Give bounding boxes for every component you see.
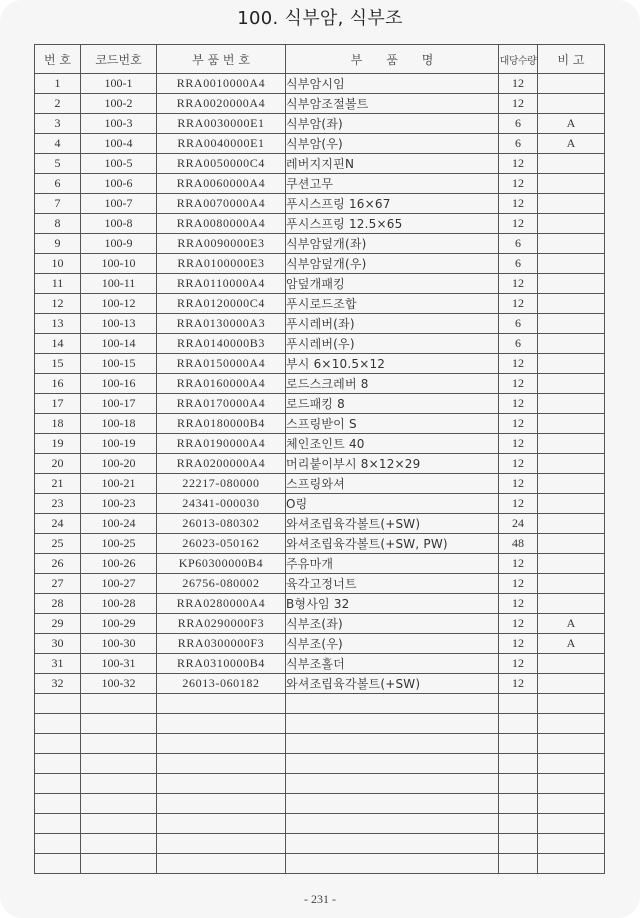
part-name-cell: 육각고정너트 [286, 574, 499, 594]
empty-table-row [35, 734, 605, 754]
empty-cell [81, 714, 157, 734]
quantity-cell: 12 [499, 634, 538, 654]
part-name-cell: 부시 6×10.5×12 [286, 354, 499, 374]
row-number-cell: 30 [35, 634, 81, 654]
code-number-cell: 100-28 [81, 594, 157, 614]
part-name-cell: 식부암(좌) [286, 114, 499, 134]
code-number-cell: 100-8 [81, 214, 157, 234]
row-number-cell: 20 [35, 454, 81, 474]
quantity-cell: 12 [499, 654, 538, 674]
empty-cell [157, 734, 286, 754]
empty-cell [81, 854, 157, 874]
table-row [35, 594, 605, 614]
quantity-cell: 12 [499, 614, 538, 634]
code-number-cell: 100-5 [81, 154, 157, 174]
part-name-cell: 스프링받이 S [286, 414, 499, 434]
table-row [35, 534, 605, 554]
empty-cell [538, 694, 605, 714]
code-number-cell: 100-17 [81, 394, 157, 414]
table-row [35, 394, 605, 414]
header-code: 코드번호 [81, 45, 157, 74]
note-cell [538, 394, 605, 414]
row-number-cell: 23 [35, 494, 81, 514]
empty-cell [81, 694, 157, 714]
note-cell [538, 254, 605, 274]
part-number-cell: RRA0290000F3 [157, 614, 286, 634]
note-cell [538, 94, 605, 114]
part-name-cell: 와셔조립육각볼트(+SW) [286, 674, 499, 694]
quantity-cell: 24 [499, 514, 538, 534]
empty-cell [538, 734, 605, 754]
part-number-cell: RRA0110000A4 [157, 274, 286, 294]
table-row [35, 514, 605, 534]
note-cell [538, 154, 605, 174]
row-number-cell: 12 [35, 294, 81, 314]
part-number-cell: RRA0010000A4 [157, 74, 286, 94]
table-row [35, 294, 605, 314]
quantity-cell: 12 [499, 454, 538, 474]
row-number-cell: 6 [35, 174, 81, 194]
part-number-cell: RRA0190000A4 [157, 434, 286, 454]
table-row [35, 114, 605, 134]
note-cell: A [538, 614, 605, 634]
row-number-cell: 28 [35, 594, 81, 614]
empty-cell [286, 854, 499, 874]
header-no: 번 호 [35, 45, 81, 74]
empty-cell [157, 794, 286, 814]
empty-cell [286, 814, 499, 834]
code-number-cell: 100-7 [81, 194, 157, 214]
empty-cell [35, 814, 81, 834]
part-name-cell: 식부암(우) [286, 134, 499, 154]
empty-cell [157, 854, 286, 874]
empty-cell [157, 834, 286, 854]
part-number-cell: 22217-080000 [157, 474, 286, 494]
empty-cell [286, 794, 499, 814]
code-number-cell: 100-19 [81, 434, 157, 454]
note-cell [538, 234, 605, 254]
quantity-cell: 12 [499, 674, 538, 694]
part-number-cell: RRA0300000F3 [157, 634, 286, 654]
quantity-cell: 12 [499, 354, 538, 374]
table-row [35, 214, 605, 234]
part-name-cell: 암덮개패킹 [286, 274, 499, 294]
header-note: 비 고 [538, 45, 605, 74]
part-name-cell: 푸시로드조합 [286, 294, 499, 314]
row-number-cell: 13 [35, 314, 81, 334]
empty-cell [35, 754, 81, 774]
part-number-cell: RRA0090000E3 [157, 234, 286, 254]
part-name-cell: 식부암조절볼트 [286, 94, 499, 114]
table-row [35, 314, 605, 334]
empty-cell [538, 714, 605, 734]
empty-cell [499, 714, 538, 734]
note-cell [538, 654, 605, 674]
part-name-cell: 식부암덮개(우) [286, 254, 499, 274]
part-number-cell: 26756-080002 [157, 574, 286, 594]
table-row [35, 354, 605, 374]
empty-cell [35, 694, 81, 714]
empty-cell [286, 694, 499, 714]
code-number-cell: 100-6 [81, 174, 157, 194]
note-cell [538, 214, 605, 234]
part-name-cell: 로드패킹 8 [286, 394, 499, 414]
empty-cell [157, 694, 286, 714]
empty-cell [81, 834, 157, 854]
row-number-cell: 27 [35, 574, 81, 594]
note-cell [538, 474, 605, 494]
note-cell [538, 174, 605, 194]
quantity-cell: 12 [499, 274, 538, 294]
empty-cell [157, 774, 286, 794]
empty-cell [81, 814, 157, 834]
empty-cell [157, 754, 286, 774]
empty-cell [538, 774, 605, 794]
table-row [35, 554, 605, 574]
empty-table-row [35, 694, 605, 714]
note-cell [538, 334, 605, 354]
row-number-cell: 14 [35, 334, 81, 354]
part-name-cell: 레버지지핀N [286, 154, 499, 174]
part-name-cell: 푸시레버(우) [286, 334, 499, 354]
row-number-cell: 24 [35, 514, 81, 534]
code-number-cell: 100-1 [81, 74, 157, 94]
code-number-cell: 100-27 [81, 574, 157, 594]
part-number-cell: RRA0280000A4 [157, 594, 286, 614]
code-number-cell: 100-25 [81, 534, 157, 554]
quantity-cell: 6 [499, 114, 538, 134]
table-row [35, 474, 605, 494]
table-row [35, 234, 605, 254]
part-number-cell: RRA0160000A4 [157, 374, 286, 394]
empty-table-row [35, 714, 605, 734]
empty-cell [35, 834, 81, 854]
table-row [35, 174, 605, 194]
table-row [35, 414, 605, 434]
code-number-cell: 100-3 [81, 114, 157, 134]
code-number-cell: 100-9 [81, 234, 157, 254]
note-cell [538, 374, 605, 394]
code-number-cell: 100-12 [81, 294, 157, 314]
empty-cell [81, 754, 157, 774]
page-number: - 231 - [304, 892, 336, 906]
note-cell [538, 574, 605, 594]
row-number-cell: 8 [35, 214, 81, 234]
table-header-row [35, 45, 605, 74]
table-row [35, 94, 605, 114]
part-number-cell: RRA0050000C4 [157, 154, 286, 174]
part-name-cell: O링 [286, 494, 499, 514]
part-number-cell: RRA0150000A4 [157, 354, 286, 374]
code-number-cell: 100-10 [81, 254, 157, 274]
code-number-cell: 100-2 [81, 94, 157, 114]
note-cell [538, 674, 605, 694]
code-number-cell: 100-15 [81, 354, 157, 374]
code-number-cell: 100-32 [81, 674, 157, 694]
note-cell [538, 274, 605, 294]
note-cell [538, 454, 605, 474]
part-name-cell: 머리붙이부시 8×12×29 [286, 454, 499, 474]
row-number-cell: 2 [35, 94, 81, 114]
table-row [35, 154, 605, 174]
empty-cell [538, 854, 605, 874]
table-row [35, 134, 605, 154]
header-qty: 대당수량 [499, 45, 538, 74]
empty-cell [499, 854, 538, 874]
table-row [35, 254, 605, 274]
table-row [35, 74, 605, 94]
quantity-cell: 6 [499, 334, 538, 354]
part-number-cell: RRA0140000B3 [157, 334, 286, 354]
quantity-cell: 6 [499, 314, 538, 334]
part-number-cell: RRA0040000E1 [157, 134, 286, 154]
part-name-cell: 체인조인트 40 [286, 434, 499, 454]
row-number-cell: 18 [35, 414, 81, 434]
quantity-cell: 12 [499, 554, 538, 574]
note-cell [538, 194, 605, 214]
empty-cell [81, 794, 157, 814]
empty-cell [35, 854, 81, 874]
table-row [35, 194, 605, 214]
note-cell [538, 554, 605, 574]
part-name-cell: 식부조(좌) [286, 614, 499, 634]
quantity-cell: 12 [499, 414, 538, 434]
part-name-cell: 스프링와셔 [286, 474, 499, 494]
part-number-cell: RRA0060000A4 [157, 174, 286, 194]
table-row [35, 454, 605, 474]
quantity-cell: 12 [499, 154, 538, 174]
code-number-cell: 100-24 [81, 514, 157, 534]
quantity-cell: 12 [499, 214, 538, 234]
quantity-cell: 12 [499, 94, 538, 114]
row-number-cell: 19 [35, 434, 81, 454]
part-name-cell: 식부암덮개(좌) [286, 234, 499, 254]
part-name-cell: 로드스크레버 8 [286, 374, 499, 394]
empty-table-row [35, 794, 605, 814]
part-number-cell: RRA0030000E1 [157, 114, 286, 134]
page-title: 100. 식부암, 식부조 [237, 8, 403, 29]
note-cell: A [538, 134, 605, 154]
part-number-cell: RRA0170000A4 [157, 394, 286, 414]
part-number-cell: RRA0180000B4 [157, 414, 286, 434]
empty-cell [538, 814, 605, 834]
quantity-cell: 12 [499, 594, 538, 614]
part-number-cell: RRA0080000A4 [157, 214, 286, 234]
note-cell [538, 354, 605, 374]
empty-cell [286, 774, 499, 794]
row-number-cell: 7 [35, 194, 81, 214]
quantity-cell: 12 [499, 194, 538, 214]
quantity-cell: 12 [499, 494, 538, 514]
code-number-cell: 100-20 [81, 454, 157, 474]
empty-cell [499, 814, 538, 834]
code-number-cell: 100-18 [81, 414, 157, 434]
row-number-cell: 9 [35, 234, 81, 254]
empty-cell [81, 774, 157, 794]
row-number-cell: 17 [35, 394, 81, 414]
code-number-cell: 100-31 [81, 654, 157, 674]
part-number-cell: RRA0070000A4 [157, 194, 286, 214]
part-name-cell: 주유마개 [286, 554, 499, 574]
table-row [35, 574, 605, 594]
empty-table-row [35, 754, 605, 774]
quantity-cell: 12 [499, 394, 538, 414]
empty-cell [499, 834, 538, 854]
table-row [35, 654, 605, 674]
quantity-cell: 12 [499, 434, 538, 454]
row-number-cell: 25 [35, 534, 81, 554]
parts-table [34, 44, 605, 874]
part-name-cell: 쿠션고무 [286, 174, 499, 194]
empty-cell [286, 714, 499, 734]
empty-cell [499, 694, 538, 714]
code-number-cell: 100-13 [81, 314, 157, 334]
code-number-cell: 100-11 [81, 274, 157, 294]
part-number-cell: RRA0020000A4 [157, 94, 286, 114]
row-number-cell: 16 [35, 374, 81, 394]
part-name-cell: 푸시스프링 12.5×65 [286, 214, 499, 234]
table-row [35, 614, 605, 634]
part-number-cell: KP60300000B4 [157, 554, 286, 574]
table-row [35, 634, 605, 654]
empty-table-row [35, 774, 605, 794]
note-cell [538, 314, 605, 334]
row-number-cell: 1 [35, 74, 81, 94]
empty-cell [499, 754, 538, 774]
row-number-cell: 15 [35, 354, 81, 374]
empty-cell [286, 754, 499, 774]
part-number-cell: 26013-080302 [157, 514, 286, 534]
row-number-cell: 26 [35, 554, 81, 574]
code-number-cell: 100-21 [81, 474, 157, 494]
note-cell [538, 74, 605, 94]
header-part-name: 부 품 명 [286, 45, 499, 74]
table-row [35, 494, 605, 514]
part-name-cell: B형사임 32 [286, 594, 499, 614]
part-name-cell: 식부암시임 [286, 74, 499, 94]
table-row [35, 674, 605, 694]
empty-cell [499, 734, 538, 754]
header-part-no: 부 품 번 호 [157, 45, 286, 74]
row-number-cell: 4 [35, 134, 81, 154]
note-cell [538, 434, 605, 454]
quantity-cell: 12 [499, 294, 538, 314]
row-number-cell: 29 [35, 614, 81, 634]
code-number-cell: 100-23 [81, 494, 157, 514]
part-number-cell: RRA0200000A4 [157, 454, 286, 474]
table-row [35, 274, 605, 294]
quantity-cell: 48 [499, 534, 538, 554]
row-number-cell: 10 [35, 254, 81, 274]
note-cell [538, 534, 605, 554]
empty-cell [157, 714, 286, 734]
part-name-cell: 식부조홀더 [286, 654, 499, 674]
part-number-cell: RRA0100000E3 [157, 254, 286, 274]
empty-cell [286, 834, 499, 854]
quantity-cell: 6 [499, 254, 538, 274]
part-number-cell: RRA0120000C4 [157, 294, 286, 314]
row-number-cell: 31 [35, 654, 81, 674]
empty-cell [499, 774, 538, 794]
row-number-cell: 3 [35, 114, 81, 134]
empty-cell [35, 794, 81, 814]
empty-table-row [35, 834, 605, 854]
part-name-cell: 와셔조립육각볼트(+SW, PW) [286, 534, 499, 554]
note-cell: A [538, 114, 605, 134]
part-name-cell: 와셔조립육각볼트(+SW) [286, 514, 499, 534]
part-name-cell: 푸시레버(좌) [286, 314, 499, 334]
table-row [35, 374, 605, 394]
note-cell [538, 294, 605, 314]
row-number-cell: 32 [35, 674, 81, 694]
part-number-cell: 26013-060182 [157, 674, 286, 694]
code-number-cell: 100-30 [81, 634, 157, 654]
empty-cell [35, 734, 81, 754]
table-row [35, 434, 605, 454]
code-number-cell: 100-29 [81, 614, 157, 634]
code-number-cell: 100-16 [81, 374, 157, 394]
empty-table-row [35, 814, 605, 834]
quantity-cell: 6 [499, 234, 538, 254]
quantity-cell: 6 [499, 134, 538, 154]
part-name-cell: 푸시스프링 16×67 [286, 194, 499, 214]
row-number-cell: 11 [35, 274, 81, 294]
empty-cell [81, 734, 157, 754]
note-cell [538, 594, 605, 614]
empty-cell [286, 734, 499, 754]
part-name-cell: 식부조(우) [286, 634, 499, 654]
table-body [35, 74, 605, 874]
empty-cell [157, 814, 286, 834]
code-number-cell: 100-14 [81, 334, 157, 354]
part-number-cell: 26023-050162 [157, 534, 286, 554]
note-cell: A [538, 634, 605, 654]
note-cell [538, 514, 605, 534]
empty-cell [499, 794, 538, 814]
empty-cell [538, 794, 605, 814]
part-number-cell: 24341-000030 [157, 494, 286, 514]
empty-cell [35, 774, 81, 794]
quantity-cell: 12 [499, 574, 538, 594]
row-number-cell: 21 [35, 474, 81, 494]
note-cell [538, 494, 605, 514]
empty-cell [538, 754, 605, 774]
part-number-cell: RRA0310000B4 [157, 654, 286, 674]
quantity-cell: 12 [499, 474, 538, 494]
row-number-cell: 5 [35, 154, 81, 174]
code-number-cell: 100-26 [81, 554, 157, 574]
note-cell [538, 414, 605, 434]
empty-table-row [35, 854, 605, 874]
quantity-cell: 12 [499, 74, 538, 94]
quantity-cell: 12 [499, 174, 538, 194]
code-number-cell: 100-4 [81, 134, 157, 154]
table-row [35, 334, 605, 354]
empty-cell [35, 714, 81, 734]
quantity-cell: 12 [499, 374, 538, 394]
empty-cell [538, 834, 605, 854]
part-number-cell: RRA0130000A3 [157, 314, 286, 334]
